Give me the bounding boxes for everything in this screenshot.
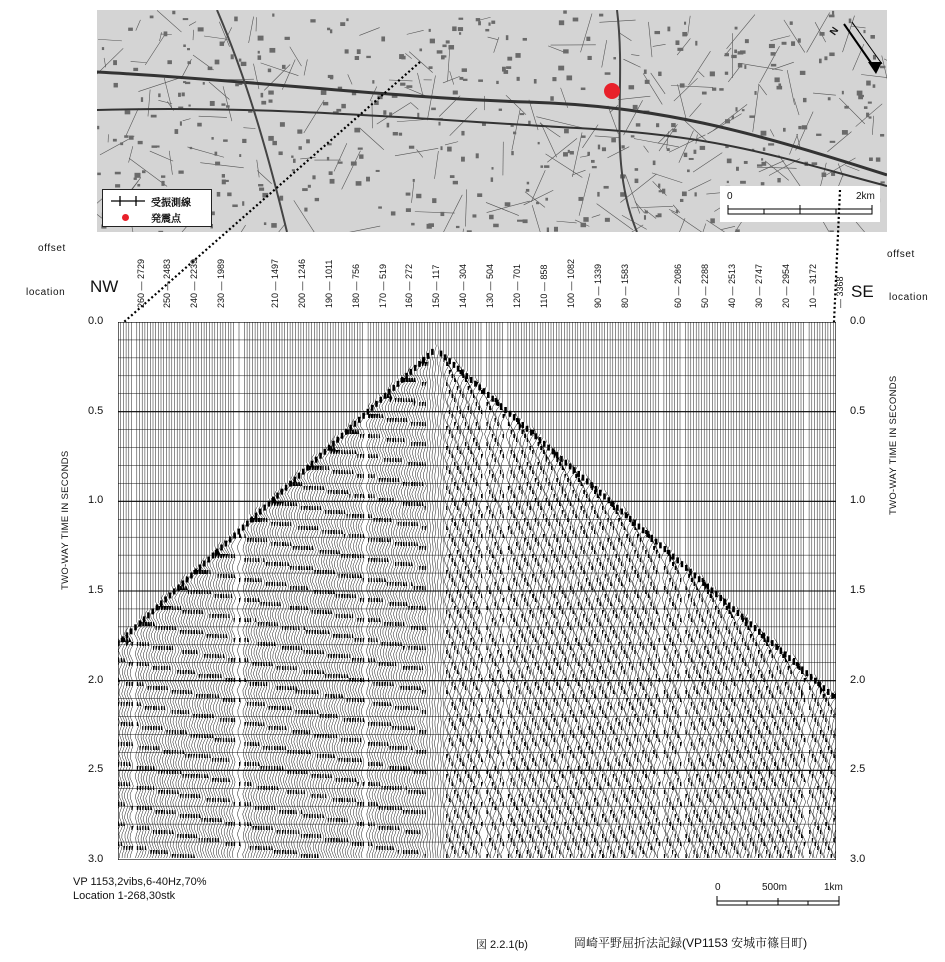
first-break-mark [724,599,727,605]
first-break-mark [401,377,404,383]
first-break-mark [767,636,770,642]
station-label: 20 — 2954 [780,263,791,308]
first-break-mark [749,621,752,627]
first-break-mark [784,651,787,657]
station-label: 110 — 858 [538,264,549,308]
first-break-mark [590,482,593,488]
first-break-mark [788,655,791,661]
first-break-mark [392,385,395,391]
time-tick-right: 0.0 [850,315,866,327]
first-break-mark [453,362,456,368]
first-break-mark [216,548,219,554]
first-break-mark [625,512,628,518]
first-break-mark [457,366,460,372]
first-break-mark [358,417,361,423]
first-break-mark [663,546,666,552]
station-label: 250 — 2483 [162,258,173,308]
first-break-mark [418,361,421,367]
first-break-mark [642,527,645,533]
section-scale-ruler [714,896,846,910]
map-scale-zero: 0 [727,191,733,202]
first-break-mark [483,388,486,394]
first-break-mark [573,467,576,473]
first-break-mark [255,513,258,519]
first-break-mark [728,603,731,609]
first-break-mark [190,572,193,578]
first-break-mark [681,561,684,567]
first-break-mark [526,426,529,432]
time-tick-right: 1.5 [850,584,866,596]
time-tick-left: 1.0 [88,494,104,507]
first-break-mark [233,533,236,539]
first-break-mark [397,381,400,387]
time-tick-left: 0.5 [88,404,104,417]
station-label: 60 — 2086 [673,263,684,308]
first-break-mark [379,397,382,403]
first-break-mark [349,425,352,431]
first-break-mark [539,437,542,443]
station-label: 140 — 304 [458,263,469,308]
station-label: 150 — 117 [431,264,442,308]
station-label: 130 — 504 [485,263,496,308]
offset-label-left: offset [38,243,66,254]
first-break-mark [293,477,296,483]
first-break-mark [130,628,133,634]
first-break-mark [633,520,636,526]
first-break-mark [444,354,447,360]
first-break-mark [754,625,757,631]
first-break-mark [332,441,335,447]
first-break-mark [280,489,283,495]
station-label: 120 — 701 [511,263,522,308]
first-break-mark [289,481,292,487]
first-break-mark [225,541,228,547]
first-break-mark [500,403,503,409]
first-break-mark [259,509,262,515]
direction-nw: NW [90,277,119,296]
first-break-mark [354,421,357,427]
first-break-mark [823,685,826,691]
first-break-mark [543,441,546,447]
first-break-mark [496,399,499,405]
time-tick-left: 2.0 [88,673,104,686]
north-label: N [828,25,842,38]
first-break-mark [362,413,365,419]
station-label: 210 — 1497 [269,258,280,308]
first-break-mark [818,681,821,687]
first-break-mark [569,463,572,469]
first-break-mark [440,351,443,357]
first-break-mark [810,674,813,680]
first-break-mark [702,580,705,586]
first-break-mark [182,580,185,586]
first-break-mark [715,591,718,597]
first-break-mark [651,535,654,541]
station-label: 40 — 2513 [727,263,738,308]
first-break-mark [164,596,167,602]
first-break-mark [758,629,761,635]
station-label: 180 — 756 [350,263,361,308]
first-break-mark [466,373,469,379]
first-break-mark [530,430,533,436]
location-label-left: location [26,287,66,298]
location-range: Location 1-268,30stk [73,890,176,902]
first-break-mark [448,358,451,364]
first-break-mark [431,349,434,355]
first-break-mark [487,392,490,398]
first-break-mark [250,517,253,523]
first-break-mark [741,614,744,620]
first-break-mark [474,381,477,387]
first-break-mark [694,572,697,578]
figure-caption: 岡崎平野屈折法記録(VP1153 安城市篠目町) [574,936,808,950]
first-break-mark [147,612,150,618]
first-break-mark [212,552,215,558]
first-break-mark [461,369,464,375]
first-break-mark [793,659,796,665]
first-break-mark [552,448,555,454]
station-label: 170 — 519 [377,263,388,308]
time-tick-right: 2.0 [850,673,866,686]
location-label-right: location [889,292,929,303]
first-break-mark [139,620,142,626]
station-label: 200 — 1246 [296,258,307,308]
first-break-mark [302,469,305,475]
offset-label-right: offset [887,249,915,260]
station-label: 260 — 2729 [135,258,146,308]
station-label: 10 — 3172 [807,263,818,308]
first-break-mark [732,606,735,612]
first-break-mark [685,565,688,571]
first-break-mark [491,396,494,402]
first-break-mark [564,460,567,466]
y-axis-label-left: TWO-WAY TIME IN SECONDS [60,450,71,590]
first-break-mark [315,457,318,463]
map-scale-max: 2km [856,191,875,202]
first-break-mark [620,509,623,515]
first-break-mark [616,505,619,511]
first-break-mark [177,584,180,590]
first-break-mark [577,471,580,477]
first-break-mark [371,405,374,411]
direction-se: SE [851,282,874,301]
first-break-mark [246,521,249,527]
first-break-mark [151,608,154,614]
station-label: 80 — 1583 [619,263,630,308]
first-break-mark [521,422,524,428]
first-break-mark [341,433,344,439]
station-label: 100 — 1082 [565,258,576,308]
first-break-mark [311,461,314,467]
first-break-mark [582,475,585,481]
first-break-mark [470,377,473,383]
time-tick-left: 2.5 [88,763,104,776]
station-label: 190 — 1011 [323,259,334,308]
station-label: — 3368 [834,276,845,308]
first-break-mark [203,560,206,566]
first-break-mark [126,632,129,638]
y-axis-label-right: TWO-WAY TIME IN SECONDS [888,375,899,515]
first-break-mark [706,584,709,590]
first-break-mark [220,545,223,551]
first-break-mark [737,610,740,616]
first-break-mark [556,452,559,458]
first-break-mark [336,437,339,443]
seismic-record [118,322,836,860]
first-break-mark [298,473,301,479]
legend-point-label: 発震点 [151,214,181,225]
first-break-mark [324,449,327,455]
first-break-mark [207,556,210,562]
first-break-mark [410,369,413,375]
first-break-mark [801,666,804,672]
first-break-mark [169,592,172,598]
first-break-mark [560,456,563,462]
first-break-mark [698,576,701,582]
first-break-mark [831,693,834,699]
first-break-mark [134,624,137,630]
section-scale-mid: 500m [762,882,788,893]
first-break-mark [629,516,632,522]
first-break-mark [599,490,602,496]
first-break-mark [646,531,649,537]
first-break-mark [186,576,189,582]
first-break-mark [655,539,658,545]
first-break-mark [689,569,692,575]
acquisition-params: VP 1153,2vibs,6-40Hz,70% [73,876,207,888]
first-break-mark [672,554,675,560]
first-break-mark [612,501,615,507]
time-tick-left: 1.5 [88,584,104,596]
first-break-mark [513,415,516,421]
first-break-mark [156,604,159,610]
first-break-mark [319,453,322,459]
station-label: 30 — 2747 [754,263,764,308]
first-break-mark [143,616,146,622]
time-tick-right: 0.5 [850,404,866,417]
time-tick-right: 3.0 [850,853,866,865]
section-scale-max: 1km [824,882,843,893]
station-label: 230 — 1989 [216,258,227,308]
first-break-mark [659,542,662,548]
first-break-mark [242,525,245,531]
first-break-mark [676,557,679,563]
first-break-mark [595,486,598,492]
legend-line-label: 受振測線 [151,198,191,209]
first-break-mark [762,633,765,639]
time-tick-left: 0.0 [88,315,104,327]
figure-number: 図 2.2.1(b) [476,939,528,951]
time-tick-left: 3.0 [88,853,104,865]
first-break-mark [603,493,606,499]
first-break-mark [121,636,124,642]
time-tick-right: 1.0 [850,494,866,507]
station-label: 160 — 272 [404,263,415,308]
first-break-mark [745,618,748,624]
first-break-mark [285,485,288,491]
station-label: 240 — 2239 [189,258,200,308]
first-break-mark [199,564,202,570]
first-break-mark [237,529,240,535]
time-tick-right: 2.5 [850,763,866,776]
first-break-mark [780,648,783,654]
station-label: 90 — 1339 [592,263,603,308]
first-break-mark [607,497,610,503]
first-break-mark [276,493,279,499]
first-break-mark [797,663,800,669]
first-break-mark [517,418,520,424]
first-break-mark [805,670,808,676]
first-break-mark [771,640,774,646]
first-break-mark [827,689,830,695]
first-break-mark [160,600,163,606]
first-break-mark [719,595,722,601]
first-break-mark [414,365,417,371]
first-break-mark [534,433,537,439]
first-break-mark [263,505,266,511]
first-break-mark [478,384,481,390]
first-break-mark [194,568,197,574]
first-break-mark [638,524,641,530]
first-break-mark [375,401,378,407]
section-scale-zero: 0 [715,882,721,893]
station-label: 50 — 2288 [700,263,711,308]
